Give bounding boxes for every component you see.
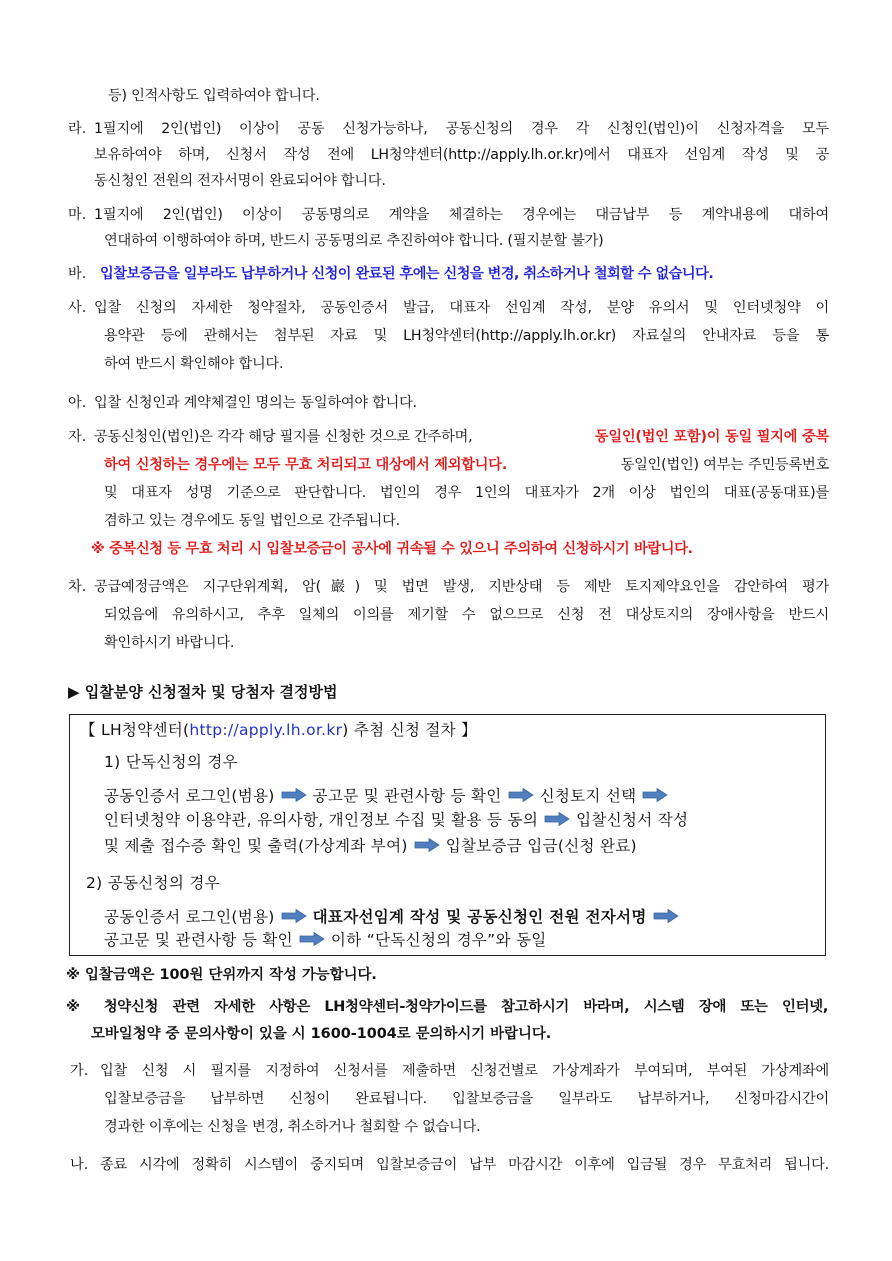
- item-sa-line3: 하여 반드시 확인해야 합니다.: [104, 356, 284, 372]
- item-ba-label: 바.: [68, 266, 87, 282]
- item-ga-line3: 경과한 이후에는 신청을 변경, 취소하거나 철회할 수 없습니다.: [104, 1119, 481, 1135]
- joint-apply-heading: 2) 공동신청의 경우: [86, 874, 220, 892]
- single-step-row2: [104, 809, 688, 831]
- item-ja-line1: [94, 427, 829, 447]
- section-heading: ▶ 입찰분양 신청절차 및 당첨자 결정방법: [68, 683, 338, 701]
- item-ja-line1-normal: 공동신청인(법인)은 각각 해당 필지를 신청한 것으로 간주하며,: [94, 429, 473, 445]
- item-ja-line2: [104, 455, 829, 475]
- box-title-pre: 【 LH청약센터(: [80, 721, 190, 739]
- arrow-right-icon: [642, 788, 668, 802]
- item-cha-line2: 되었음에 유의하시고, 추후 일체의 이의를 제기할 수 없으므로 신청 전 대상토지의 장애사항을 반드시: [104, 607, 829, 623]
- inquiry-note-line1: ※ 청약신청 관련 자세한 사항은 LH청약센터-청약가이드를 참고하시기 바라며, 시스템 장애 또는 인터넷,: [66, 999, 828, 1015]
- single-step7: 입찰보증금 입금(신청 완료): [445, 837, 637, 855]
- item-ma-line1: 1필지에 2인(법인) 이상이 공동명의로 계약을 체결하는 경우에는 대금납부 등 계약내용에 대하여: [94, 207, 829, 223]
- arrow-right-icon: [508, 788, 534, 802]
- single-step6: 및 제출 접수증 확인 및 출력(가상계좌 부여): [104, 837, 408, 855]
- box-title-post: ) 추첨 신청 절차 】: [342, 721, 477, 739]
- item-ra-line3: 동신청인 전원의 전자서명이 완료되어야 합니다.: [94, 173, 386, 189]
- joint-step-row1: [104, 906, 685, 928]
- continuation-text: 등) 인적사항도 입력하여야 합니다.: [108, 88, 320, 104]
- item-sa-line1: 입찰 신청의 자세한 청약절차, 공동인증서 발급, 대표자 선임계 작성, 분양 유의서 및 인터넷청약 이: [94, 300, 829, 316]
- item-sa-label: 사.: [68, 300, 87, 316]
- arrow-right-icon: [281, 909, 307, 923]
- item-ja-line2-normal: 동일인(법인) 여부는 주민등록번호: [620, 457, 829, 473]
- procedure-box: [69, 714, 826, 956]
- single-step2: 공고문 및 관련사항 등 확인: [312, 787, 502, 805]
- item-sa-line2: 용약관 등에 관해서는 첨부된 자료 및 LH청약센터(http://apply.lh.or.kr) 자료실의 안내자료 등을 통: [104, 328, 829, 344]
- single-step-row3: [104, 835, 637, 857]
- single-step4: 인터넷청약 이용약관, 유의사항, 개인정보 수집 및 활용 등 동의: [104, 811, 539, 829]
- joint-step-row2: [104, 929, 547, 951]
- item-ga-line1: 입찰 신청 시 필지를 지정하여 신청서를 제출하면 신청건별로 가상계좌가 부여되며, 부여된 가상계좌에: [100, 1063, 829, 1079]
- item-ra-line2: 보유하여야 하며, 신청서 작성 전에 LH청약센터(http://apply.lh.or.kr)에서 대표자 선임계 작성 및 공: [94, 147, 829, 163]
- arrow-right-icon: [544, 812, 570, 826]
- item-na-line1: 종료 시각에 정확히 시스템이 중지되며 입찰보증금이 납부 마감시간 이후에 입금될 경우 무효처리 됩니다.: [100, 1157, 829, 1173]
- arrow-right-icon: [281, 788, 307, 802]
- item-cha-line3: 확인하시기 바랍니다.: [104, 635, 235, 651]
- item-ga-line2: 입찰보증금을 납부하면 신청이 완료됩니다. 입찰보증금을 일부라도 납부하거나, 신청마감시간이: [104, 1091, 829, 1107]
- joint-step4: 이하 “단독신청의 경우”와 동일: [330, 931, 547, 949]
- item-ra-line1: 1필지에 2인(법인) 이상이 공동 신청가능하나, 공동신청의 경우 각 신청인(법인)이 신청자격을 모두: [94, 121, 829, 137]
- item-ja-line1-red: 동일인(법인 포함)이 동일 필지에 중복: [594, 429, 829, 445]
- arrow-right-icon: [653, 909, 679, 923]
- arrow-right-icon: [414, 838, 440, 852]
- item-ba-line1: 입찰보증금을 일부라도 납부하거나 신청이 완료된 후에는 신청을 변경, 취소하거나 철회할 수 없습니다.: [100, 266, 714, 282]
- item-ma-label: 마.: [68, 207, 87, 223]
- item-ra-label: 라.: [68, 121, 87, 137]
- single-step5: 입찰신청서 작성: [576, 811, 689, 829]
- duplicate-warning: ※ 중복신청 등 무효 처리 시 입찰보증금이 공사에 귀속될 수 있으니 주의하여 신청하시기 바랍니다.: [91, 541, 693, 557]
- item-a-line1: 입찰 신청인과 계약체결인 명의는 동일하여야 합니다.: [94, 395, 417, 411]
- single-apply-heading: 1) 단독신청의 경우: [104, 753, 238, 771]
- item-ja-line4: 겸하고 있는 경우에도 동일 법인으로 간주됩니다.: [104, 513, 400, 529]
- single-step1: 공동인증서 로그인(범용): [104, 787, 275, 805]
- single-step3: 신청토지 선택: [539, 787, 637, 805]
- item-ja-line3: 및 대표자 성명 기준으로 판단합니다. 법인의 경우 1인의 대표자가 2개 이상 법인의 대표(공동대표)를: [104, 485, 829, 501]
- item-ma-line2: 연대하여 이행하여야 하며, 반드시 공동명의로 추진하여야 합니다. (필지분할 불가): [104, 233, 604, 249]
- joint-step3: 공고문 및 관련사항 등 확인: [104, 931, 293, 949]
- joint-step1: 공동인증서 로그인(범용): [104, 908, 275, 926]
- single-step-row1: [104, 785, 674, 807]
- item-cha-label: 차.: [68, 579, 87, 595]
- lh-center-link[interactable]: http://apply.lh.or.kr: [189, 721, 343, 739]
- arrow-right-icon: [299, 932, 325, 946]
- item-ja-line2-red: 하여 신청하는 경우에는 모두 무효 처리되고 대상에서 제외합니다.: [104, 457, 508, 473]
- procedure-box-title: [80, 719, 477, 741]
- inquiry-note-line2: 모바일청약 중 문의사항이 있을 시 1600-1004로 문의하시기 바랍니다.: [91, 1026, 552, 1042]
- item-na-label: 나.: [70, 1157, 89, 1173]
- item-ja-label: 자.: [68, 429, 87, 445]
- item-a-label: 아.: [68, 395, 87, 411]
- bid-amount-note: ※ 입찰금액은 100원 단위까지 작성 가능합니다.: [66, 967, 377, 983]
- item-cha-line1: 공급예정금액은 지구단위계획, 암(巖) 및 법면 발생, 지반상태 등 제반 토지제약요인을 감안하여 평가: [94, 579, 829, 595]
- joint-step2: 대표자선임계 작성 및 공동신청인 전원 전자서명: [312, 908, 647, 926]
- item-ga-label: 가.: [70, 1063, 89, 1079]
